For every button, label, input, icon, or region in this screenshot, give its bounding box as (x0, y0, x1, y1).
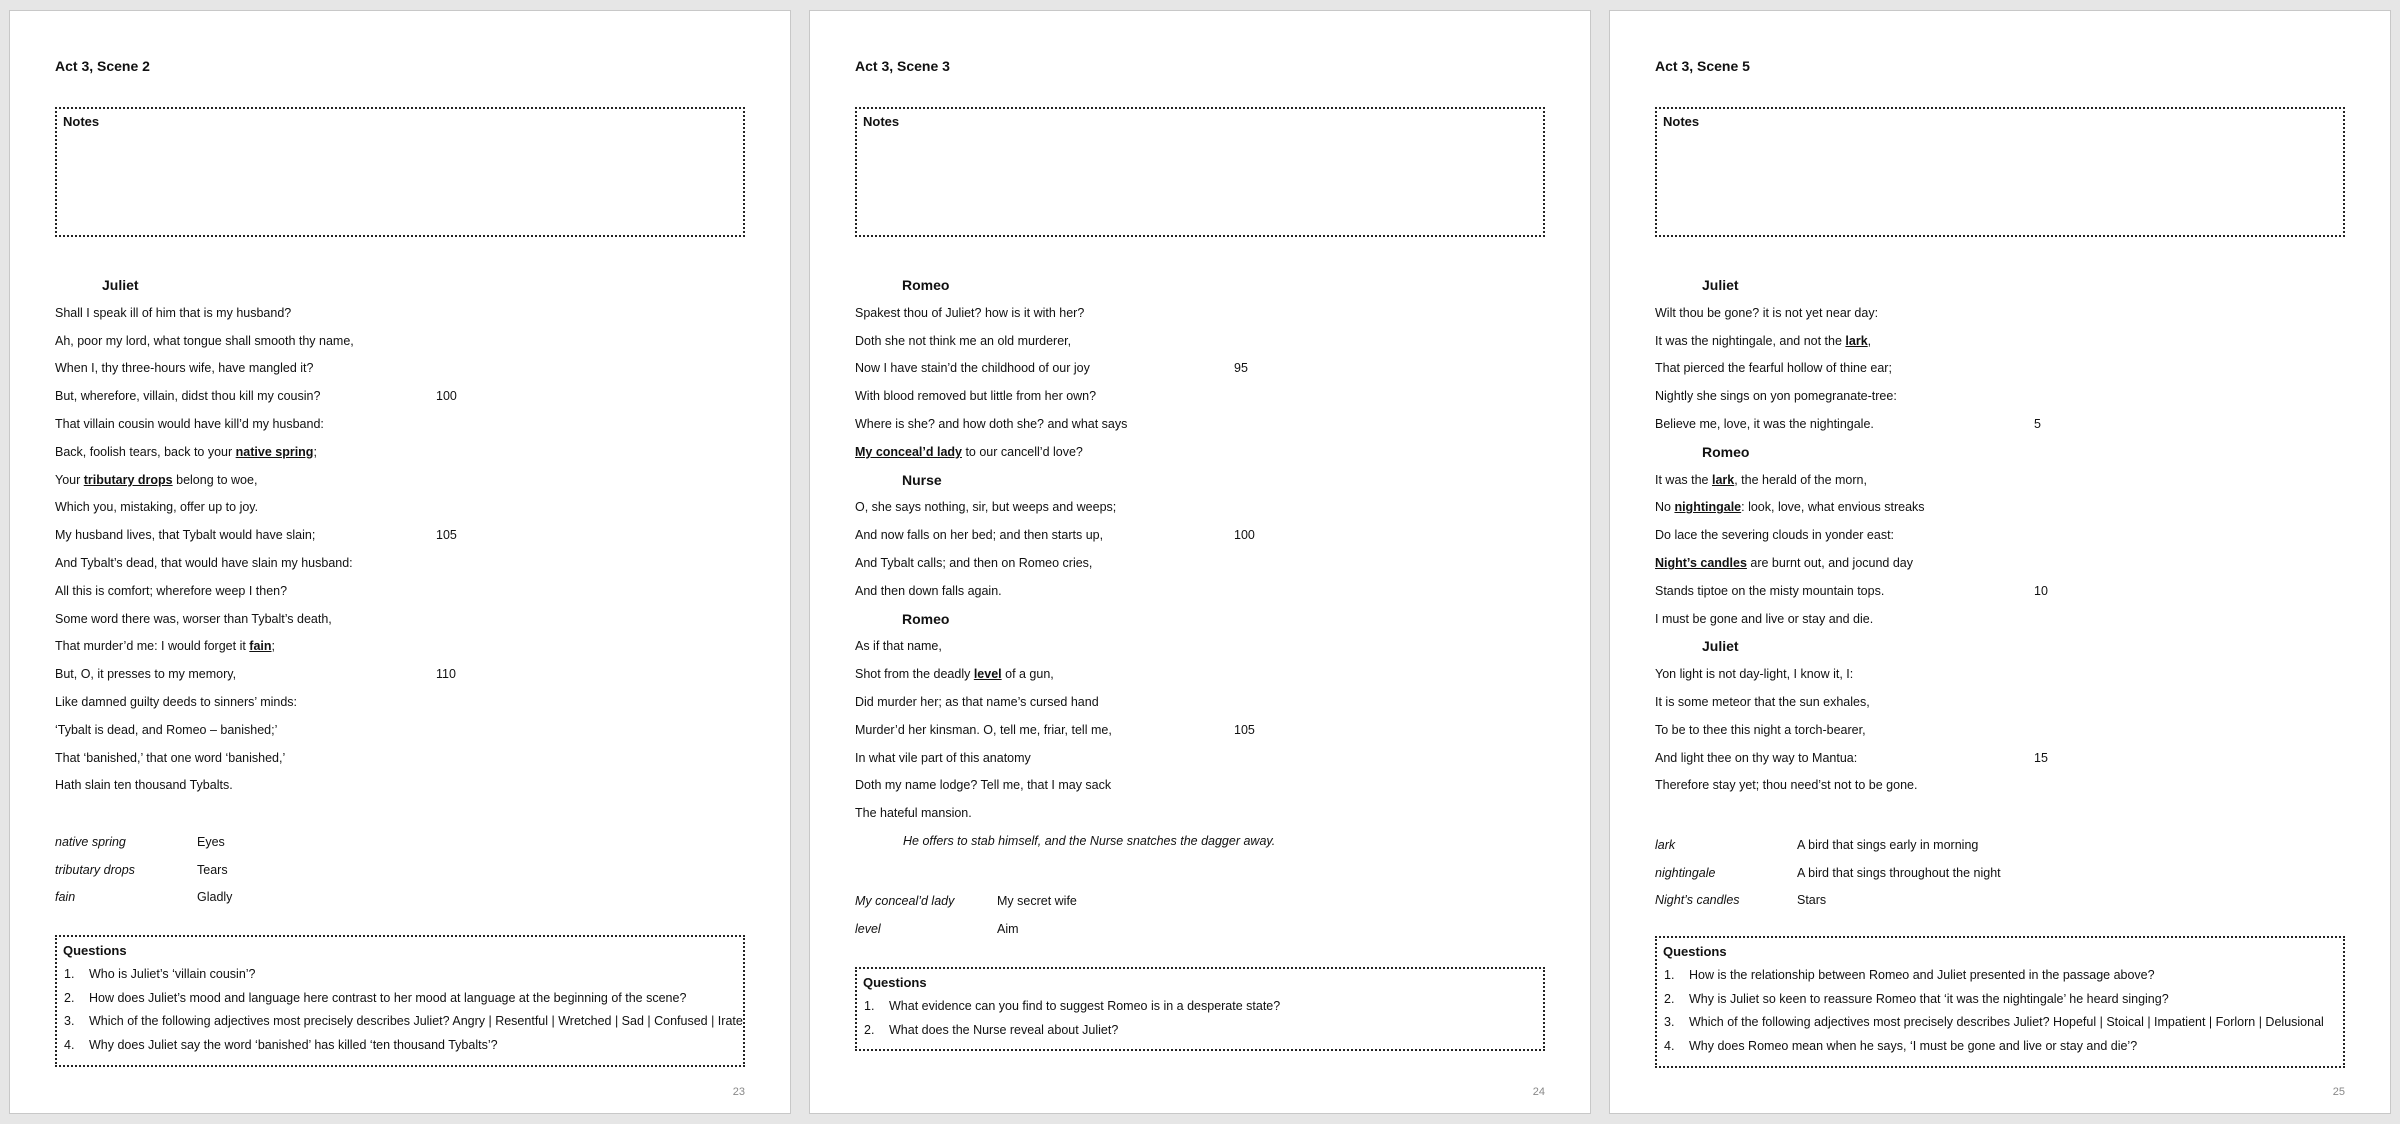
verse-line: As if that name, (855, 639, 942, 654)
question-text: Which of the following adjectives most precisely describes Juliet? Angry | Resentful | Wretched | Sad | Confused | Irate (89, 1014, 743, 1028)
notes-label: Notes (863, 114, 900, 129)
question-number: 1. (864, 999, 875, 1013)
glossary-definition: Gladly (197, 890, 233, 904)
verse-line: And then down falls again. (855, 583, 1002, 598)
glossary-term: My conceal’d lady (855, 894, 955, 908)
glossary-row (55, 857, 745, 885)
verse-text: It was the nightingale, and not the (1655, 333, 1846, 348)
speaker-name: Romeo (902, 610, 950, 627)
verse-line: Yon light is not day-light, I know it, I: (1655, 667, 1854, 682)
question-item (1663, 964, 2337, 988)
question-item (63, 987, 737, 1011)
line-number: 95 (1234, 361, 1248, 376)
glossary (855, 888, 1545, 943)
glossary-term-highlight: native spring (235, 444, 314, 459)
verse-line (55, 439, 745, 467)
question-text: How is the relationship between Romeo and Juliet presented in the passage above? (1689, 968, 2155, 982)
verse-line (855, 661, 1545, 689)
glossary-definition: A bird that sings throughout the night (1797, 865, 2001, 880)
verse-text: ; (313, 444, 317, 459)
question-number: 3. (64, 1014, 75, 1028)
questions-box (1655, 936, 2345, 1068)
verse-text: That murder’d me: I would forget it (55, 639, 250, 654)
question-item (1663, 1011, 2337, 1035)
verse-line: That villain cousin would have kill’d my husband: (55, 416, 324, 431)
questions-title: Questions (863, 975, 927, 990)
line-number: 15 (2034, 750, 2048, 765)
verse-line: Ah, poor my lord, what tongue shall smooth thy name, (55, 333, 354, 348)
verse-line: Doth my name lodge? Tell me, that I may sack (855, 778, 1112, 793)
line-number: 100 (1234, 528, 1255, 543)
glossary-row (855, 916, 1545, 944)
page-number: 23 (732, 1086, 745, 1098)
glossary-term-highlight: nightingale (1674, 500, 1742, 515)
page-number: 25 (2332, 1086, 2345, 1098)
question-number: 1. (1664, 968, 1675, 982)
verse-line: And Tybalt’s dead, that would have slain my husband: (55, 555, 353, 570)
verse-text: It was the (1655, 472, 1712, 487)
question-number: 2. (864, 1022, 875, 1037)
glossary-definition: Tears (197, 862, 228, 877)
verse-line (855, 522, 1545, 550)
line-number: 110 (436, 667, 456, 682)
questions-title: Questions (1663, 944, 1727, 959)
speaker-name: Romeo (902, 277, 950, 293)
verse-text: , (1867, 333, 1872, 348)
speaker-name: Nurse (902, 471, 942, 488)
line-number: 100 (436, 389, 457, 404)
verse-text: Believe me, love, it was the nightingale. (1655, 416, 1874, 431)
glossary-term: nightingale (1655, 865, 1716, 880)
question-number: 1. (64, 967, 75, 981)
question-item (63, 1010, 743, 1034)
verse-text: : look, love, what envious streaks (1741, 500, 1925, 515)
play-text (55, 272, 745, 800)
glossary-row (1655, 860, 2345, 888)
verse-line: It is some meteor that the sun exhales, (1655, 694, 1870, 709)
notes-label: Notes (63, 114, 100, 129)
glossary-definition: Aim (997, 921, 1019, 936)
glossary-row (55, 829, 745, 857)
glossary-term-highlight: tributary drops (83, 472, 173, 487)
verse-line: Like damned guilty deeds to sinners’ minds: (55, 694, 298, 709)
questions-box (855, 967, 1545, 1051)
verse-line: Nightly she sings on yon pomegranate-tree: (1655, 389, 1897, 404)
question-text: What does the Nurse reveal about Juliet? (889, 1022, 1119, 1037)
question-item (1663, 988, 2337, 1012)
verse-line: Hath slain ten thousand Tybalts. (55, 778, 233, 793)
verse-line (55, 383, 745, 411)
question-text: Which of the following adjectives most precisely describes Juliet? Hopeful | Stoical | Impatient | Forlorn | Delusional (1689, 1015, 2324, 1029)
verse-text: are burnt out, and jocund day (1746, 555, 1914, 570)
verse-line: And Tybalt calls; and then on Romeo cries, (855, 555, 1093, 570)
question-number: 2. (64, 990, 75, 1005)
verse-text: But, wherefore, villain, didst thou kill my cousin? (55, 389, 321, 404)
question-number: 4. (1664, 1038, 1675, 1053)
question-item (63, 963, 737, 987)
verse-text: ; (271, 639, 276, 654)
verse-line (55, 467, 745, 495)
question-text: How does Juliet’s mood and language here contrast to her mood at language at the beginning of the scene? (89, 990, 687, 1005)
verse-text: to our cancell’d love? (961, 444, 1083, 459)
verse-line: ‘Tybalt is dead, and Romeo – banished;’ (55, 722, 278, 737)
verse-text: , the herald of the morn, (1734, 472, 1867, 487)
verse-line (1655, 578, 2345, 606)
scene-title: Act 3, Scene 5 (1655, 58, 1750, 74)
notes-label: Notes (1663, 114, 1700, 129)
verse-line (1655, 467, 2345, 495)
play-text (855, 272, 1545, 856)
question-text: What evidence can you find to suggest Romeo is in a desperate state? (889, 999, 1281, 1013)
glossary-term-highlight: lark (1711, 472, 1735, 487)
question-number: 3. (1664, 1015, 1675, 1029)
glossary-definition: A bird that sings early in morning (1797, 838, 1979, 852)
page-23 (9, 10, 791, 1114)
verse-line: Where is she? and how doth she? and what says (855, 416, 1128, 431)
questions-box (55, 935, 745, 1067)
verse-line: O, she says nothing, sir, but weeps and weeps; (855, 500, 1117, 515)
verse-text: Now I have stain’d the childhood of our joy (855, 361, 1090, 376)
verse-line: With blood removed but little from her own? (855, 389, 1097, 404)
line-number: 105 (436, 528, 457, 543)
verse-text: Back, foolish tears, back to your (55, 444, 236, 459)
verse-line: Spakest thou of Juliet? how is it with her? (855, 305, 1085, 320)
verse-text: But, O, it presses to my memory, (55, 667, 237, 682)
verse-text: No (1655, 500, 1675, 515)
scene-title: Act 3, Scene 3 (855, 58, 950, 74)
verse-line: Therefore stay yet; thou need’st not to be gone. (1655, 778, 1918, 793)
speaker-name: Juliet (1702, 638, 1739, 655)
verse-line: Did murder her; as that name’s cursed hand (855, 694, 1099, 709)
glossary-term: lark (1655, 838, 1676, 852)
page-25 (1609, 10, 2391, 1114)
verse-line: To be to thee this night a torch-bearer, (1655, 722, 1866, 737)
stage-direction: He offers to stab himself, and the Nurse snatches the dagger away. (903, 833, 1276, 848)
verse-line: I must be gone and live or stay and die. (1655, 611, 1874, 626)
notes-box[interactable] (855, 107, 1545, 237)
verse-text: Shot from the deadly (855, 667, 974, 682)
glossary-row (55, 884, 745, 912)
notes-box[interactable] (55, 107, 745, 237)
verse-line: Which you, mistaking, offer up to joy. (55, 500, 259, 515)
question-text: Why is Juliet so keen to reassure Romeo that ‘it was the nightingale’ he heard singing? (1689, 991, 2169, 1006)
verse-line: In what vile part of this anatomy (855, 750, 1031, 765)
glossary-term-highlight: fain (249, 639, 272, 654)
verse-line: Doth she not think me an old murderer, (855, 333, 1072, 348)
verse-text: belong to woe, (172, 472, 258, 487)
glossary-term: fain (55, 890, 76, 904)
play-text (1655, 272, 2345, 800)
question-item (1663, 1035, 2337, 1059)
verse-line (1655, 550, 2345, 578)
glossary-definition: Stars (1797, 893, 1827, 907)
verse-text: of a gun, (1001, 667, 1054, 682)
verse-text: Murder’d her kinsman. O, tell me, friar, tell me, (855, 722, 1112, 737)
verse-line (855, 355, 1545, 383)
verse-line: The hateful mansion. (855, 806, 972, 821)
verse-line (855, 717, 1545, 745)
verse-line (1655, 328, 2345, 356)
verse-line: That pierced the fearful hollow of thine ear; (1655, 361, 1892, 376)
verse-line: When I, thy three-hours wife, have mangled it? (55, 361, 314, 376)
verse-line (855, 439, 1545, 467)
verse-line (1655, 745, 2345, 773)
verse-line (55, 522, 745, 550)
glossary (55, 829, 745, 912)
verse-line (55, 661, 745, 689)
verse-text: And now falls on her bed; and then starts up, (855, 528, 1104, 543)
glossary-term-highlight: level (973, 667, 1002, 682)
speaker-name: Juliet (1702, 277, 1739, 293)
verse-line (1655, 494, 2345, 522)
question-number: 4. (64, 1037, 75, 1052)
page-number: 24 (1532, 1086, 1545, 1098)
glossary-definition: Eyes (197, 835, 225, 849)
question-text: Who is Juliet’s ‘villain cousin’? (89, 967, 256, 981)
notes-box[interactable] (1655, 107, 2345, 237)
scene-title: Act 3, Scene 2 (55, 58, 150, 74)
line-number: 10 (2034, 583, 2048, 598)
glossary-term-highlight: lark (1845, 333, 1868, 348)
glossary-row (855, 888, 1545, 916)
question-item (863, 1019, 1537, 1043)
questions-title: Questions (63, 943, 127, 958)
verse-text: My husband lives, that Tybalt would have slain; (55, 528, 316, 543)
question-item (863, 995, 1537, 1019)
speaker-name: Romeo (1702, 443, 1750, 460)
question-text: Why does Romeo mean when he says, ‘I must be gone and live or stay and die’? (1689, 1038, 2138, 1053)
line-number: 105 (1234, 722, 1255, 737)
glossary-row (1655, 832, 2345, 860)
verse-line: Wilt thou be gone? it is not yet near day: (1655, 305, 1879, 320)
glossary-row (1655, 887, 2345, 915)
glossary-term-highlight: Night’s candles (1655, 555, 1747, 570)
glossary-term: native spring (55, 835, 126, 849)
verse-line: Shall I speak ill of him that is my husband? (55, 305, 292, 320)
verse-text: Your (55, 472, 84, 487)
page-24 (809, 10, 1591, 1114)
glossary-term: tributary drops (55, 862, 135, 877)
speaker-name: Juliet (102, 277, 139, 293)
glossary-term: level (855, 921, 881, 936)
verse-line (1655, 411, 2345, 439)
glossary-definition: My secret wife (997, 894, 1077, 908)
verse-text: Stands tiptoe on the misty mountain tops. (1655, 583, 1885, 598)
verse-line: Some word there was, worser than Tybalt’s death, (55, 611, 332, 626)
glossary (1655, 832, 2345, 915)
verse-line: All this is comfort; wherefore weep I then? (55, 583, 288, 598)
verse-text: And light thee on thy way to Mantua: (1655, 750, 1858, 765)
glossary-term: Night’s candles (1655, 893, 1740, 907)
verse-line: Do lace the severing clouds in yonder east: (1655, 528, 1895, 543)
verse-line (55, 633, 745, 661)
verse-line: That ‘banished,’ that one word ‘banished,’ (55, 750, 286, 765)
line-number: 5 (2034, 416, 2041, 431)
glossary-term-highlight: My conceal’d lady (855, 444, 962, 459)
question-text: Why does Juliet say the word ‘banished’ has killed ‘ten thousand Tybalts’? (89, 1037, 498, 1052)
question-number: 2. (1664, 991, 1675, 1006)
question-item (63, 1034, 737, 1058)
